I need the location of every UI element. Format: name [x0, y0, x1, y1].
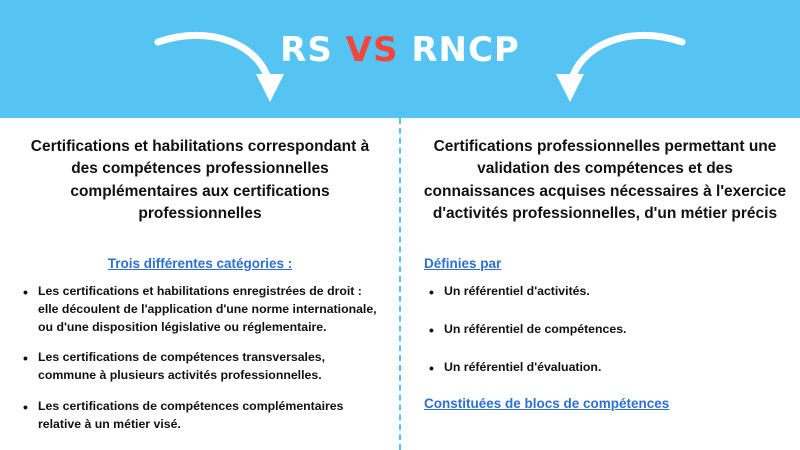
- comparison-columns: [0, 118, 800, 450]
- header-band: [0, 0, 800, 118]
- list-item: • Les certifications de compétences transversales, commune à plusieurs activités professionnelles.: [36, 349, 384, 385]
- title-vs: VS: [345, 30, 399, 70]
- title-rncp: RNCP: [398, 30, 520, 70]
- list-item: • Un référentiel de compétences.: [442, 321, 788, 339]
- right-column-heading: Certifications professionnelles permettant une validation des compétences et des connaissances acquises nécessaires à l'exercice d'activités professionnelles, d'un métier précis: [423, 138, 787, 223]
- title-rs: RS: [280, 30, 346, 70]
- list-item: • Un référentiel d'activités.: [442, 283, 788, 301]
- curved-arrow-down-right-icon: [540, 30, 690, 110]
- left-column-subheading: Trois différentes catégories :: [107, 255, 293, 271]
- list-item: • Un référentiel d'évaluation.: [442, 359, 788, 377]
- list-item: • Les certifications de compétences complémentaires relative à un métier visé.: [36, 398, 384, 434]
- left-column-bullet-list: [16, 283, 384, 434]
- right-column-bullet-list: [422, 283, 788, 376]
- left-column-rs: [0, 118, 400, 450]
- left-column-heading: Certifications et habilitations correspondant à des compétences professionnelles complémentaires aux certifications professionnelles: [30, 138, 370, 223]
- list-item: • Les certifications et habilitations enregistrées de droit : elle découlent de l'application d'une norme internationale, ou d'une disposition législative ou réglementaire.: [36, 283, 384, 336]
- curved-arrow-down-left-icon: [150, 30, 300, 110]
- right-column-rncp: [400, 118, 800, 450]
- right-column-footnote: Constituées de blocs de compétences: [424, 396, 670, 412]
- right-column-subheading: Définies par: [424, 255, 502, 271]
